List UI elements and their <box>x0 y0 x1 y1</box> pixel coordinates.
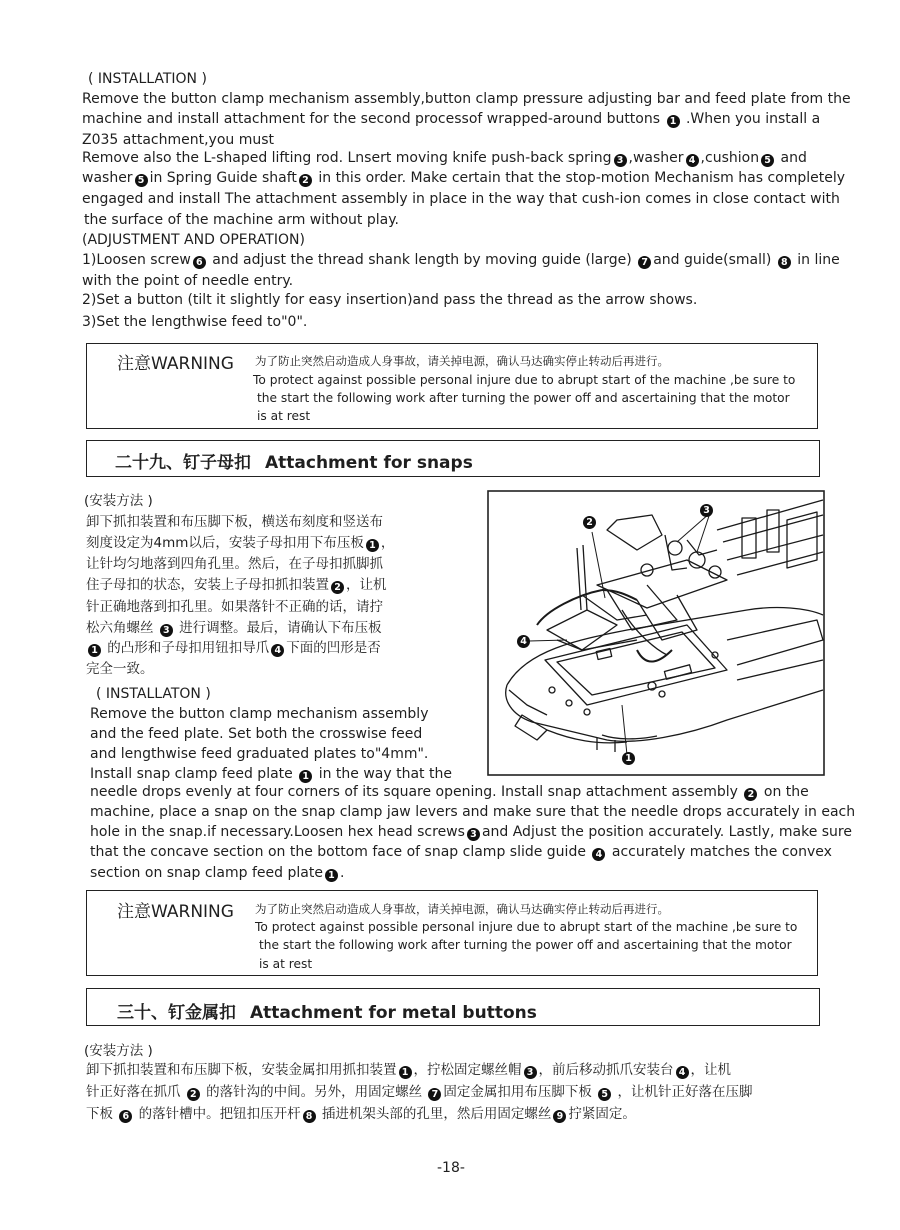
adjustment-line-3: 2)Set a button (tilt it slightly for easy insertion)and pass the thread as the arrow shows. <box>82 292 698 308</box>
warning-chinese: 为了防止突然启动造成人身事故，请关掉电源，确认马达确实停止转动后再进行。 <box>255 354 669 368</box>
cn-install-29-line-8: 完全一致。 <box>86 661 154 677</box>
marker-1: 1 <box>366 539 379 552</box>
installation-line-6: engaged and install The attachment assembly in place in the way that cush-ion comes in close contact with <box>82 191 840 207</box>
en-install-29-line-9: section on snap clamp feed plate 1 . <box>90 865 345 881</box>
cn-install-29-line-7: 1 的凸形和子母扣用钮扣导爪 4 下面的凹形是否 <box>86 638 381 658</box>
marker-5: 5 <box>761 154 774 167</box>
marker-4: 4 <box>271 644 284 657</box>
figure-callout-1: 1 <box>622 752 635 765</box>
cn-install-29-line-1: 卸下抓扣装置和布压脚下板，横送布刻度和竖送布 <box>86 514 383 530</box>
warning-line-1: To protect against possible personal injure due to abrupt start of the machine ,be sure to <box>253 373 796 387</box>
cn-install-30-line-1: 卸下抓扣装置和布压脚下板，安装金属扣用抓扣装置 1 ，拧松固定螺丝帽 3 ，前后移动抓爪安装台 4 ，让机 <box>86 1062 731 1078</box>
marker-1: 1 <box>299 770 312 783</box>
snap-attachment-illustration <box>487 490 825 776</box>
marker-5: 5 <box>598 1088 611 1101</box>
marker-2: 2 <box>187 1088 200 1101</box>
en-install-29-line-1: Remove the button clamp mechanism assembly <box>90 706 429 722</box>
marker-1: 1 <box>399 1066 412 1079</box>
warning-line-2: the start the following work after turning the power off and ascertaining that the motor <box>257 391 790 405</box>
marker-4: 4 <box>686 154 699 167</box>
marker-2: 2 <box>299 174 312 187</box>
en-install-29-line-8: that the concave section on the bottom face of snap clamp slide guide 4 accurately matches the convex <box>90 844 832 860</box>
warning-box-2 <box>86 890 818 976</box>
en-install-29-line-5: needle drops evenly at four corners of its square opening. Install snap attachment assembly 2 on the <box>90 784 809 800</box>
marker-1: 1 <box>667 115 680 128</box>
installation-line-5: washer 5 in Spring Guide shaft 2 in this order. Make certain that the stop-motion Mechanism has completely <box>82 170 846 186</box>
marker-3: 3 <box>467 828 480 841</box>
marker-2: 2 <box>331 581 344 594</box>
installation-line-3: Z035 attachment,you must <box>82 132 275 148</box>
warning-line-1: To protect against possible personal injure due to abrupt start of the machine ,be sure to <box>255 920 798 934</box>
marker-7: 7 <box>428 1088 441 1101</box>
en-install-29-line-2: and the feed plate. Set both the crosswise feed <box>90 726 423 742</box>
section-29-header <box>86 440 820 477</box>
warning-title: 注意WARNING <box>117 354 234 374</box>
marker-3: 3 <box>524 1066 537 1079</box>
warning-title: 注意WARNING <box>117 902 234 922</box>
warning-chinese: 为了防止突然启动造成人身事故，请关掉电源，确认马达确实停止转动后再进行。 <box>255 902 669 916</box>
section-30-header <box>86 988 820 1026</box>
installation-line-1: Remove the button clamp mechanism assembly,button clamp pressure adjusting bar and feed plate from the <box>82 91 851 107</box>
figure-callout-2: 2 <box>583 516 596 529</box>
page-number: -18- <box>437 1160 465 1176</box>
installation-line-4: Remove also the L-shaped lifting rod. Lnsert moving knife push-back spring 3 ,washer 4 ,cushion 5 and <box>82 150 807 166</box>
figure-callout-3: 3 <box>700 504 713 517</box>
cn-install-30-heading: (安装方法 ) <box>84 1043 153 1059</box>
marker-4: 4 <box>676 1066 689 1079</box>
cn-install-29-line-4: 住子母扣的状态，安装上子母扣抓扣装置 2 ，让机 <box>86 577 387 593</box>
section-30-title: 三十、钉金属扣 Attachment for metal buttons <box>117 1003 537 1023</box>
cn-install-29-line-3: 让针均匀地落到四角孔里。然后，在子母扣抓脚抓 <box>86 556 383 572</box>
marker-3: 3 <box>160 624 173 637</box>
en-install-29-line-6: machine, place a snap on the snap clamp jaw levers and make sure that the needle drops accurately in each <box>90 804 856 820</box>
installation-heading: ( INSTALLATION ) <box>88 71 207 87</box>
marker-6: 6 <box>119 1110 132 1123</box>
adjustment-heading: (ADJUSTMENT AND OPERATION) <box>82 232 305 248</box>
en-install-29-line-3: and lengthwise feed graduated plates to"4mm". <box>90 746 429 762</box>
marker-5: 5 <box>135 174 148 187</box>
installation-line-7: the surface of the machine arm without play. <box>84 212 399 228</box>
marker-8: 8 <box>778 256 791 269</box>
warning-line-3: is at rest <box>257 409 311 423</box>
marker-8: 8 <box>303 1110 316 1123</box>
cn-install-29-line-6: 松六角螺丝 3 进行调整。最后，请确认下布压板 <box>86 620 382 636</box>
marker-4: 4 <box>592 848 605 861</box>
marker-1: 1 <box>325 869 338 882</box>
adjustment-line-1: 1)Loosen screw 6 and adjust the thread shank length by moving guide (large) 7 and guide(small) 8 in line <box>82 252 840 268</box>
cn-install-29-line-2: 刻度设定为4mm以后，安装子母扣用下布压板 1 ， <box>86 535 395 551</box>
cn-install-29-line-5: 针正确地落到扣孔里。如果落针不正确的话，请拧 <box>86 599 383 615</box>
marker-6: 6 <box>193 256 206 269</box>
cn-install-29-heading: (安装方法 ) <box>84 493 153 509</box>
adjustment-line-4: 3)Set the lengthwise feed to"0". <box>82 314 308 330</box>
section-29-title: 二十九、钉子母扣 Attachment for snaps <box>115 453 473 473</box>
installation-line-2: machine and install attachment for the second processof wrapped-around buttons 1 .When you install a <box>82 111 821 127</box>
warning-box-1 <box>86 343 818 429</box>
en-install-29-line-4: Install snap clamp feed plate 1 in the way that the <box>90 766 452 782</box>
figure-callout-4: 4 <box>517 635 530 648</box>
snap-attachment-figure <box>487 490 825 776</box>
warning-line-3: is at rest <box>259 957 313 971</box>
cn-install-30-line-2: 针正好落在抓爪 2 的落针沟的中间。另外，用固定螺丝 7 固定金属扣用布压脚下板 5 ，让机针正好落在压脚 <box>86 1084 753 1100</box>
marker-9: 9 <box>553 1110 566 1123</box>
warning-line-2: the start the following work after turning the power off and ascertaining that the motor <box>259 938 792 952</box>
marker-1: 1 <box>88 644 101 657</box>
en-install-29-line-7: hole in the snap.if necessary.Loosen hex head screws 3 and Adjust the position accurately. Lastly, make sure <box>90 824 852 840</box>
marker-3: 3 <box>614 154 627 167</box>
marker-2: 2 <box>744 788 757 801</box>
cn-install-30-line-3: 下板 6 的落针槽中。把钮扣压开杆 8 插进机架头部的孔里，然后用固定螺丝 9 拧紧固定。 <box>86 1106 636 1122</box>
marker-7: 7 <box>638 256 651 269</box>
en-install-29-heading: ( INSTALLATON ) <box>96 686 211 702</box>
adjustment-line-2: with the point of needle entry. <box>82 273 294 289</box>
